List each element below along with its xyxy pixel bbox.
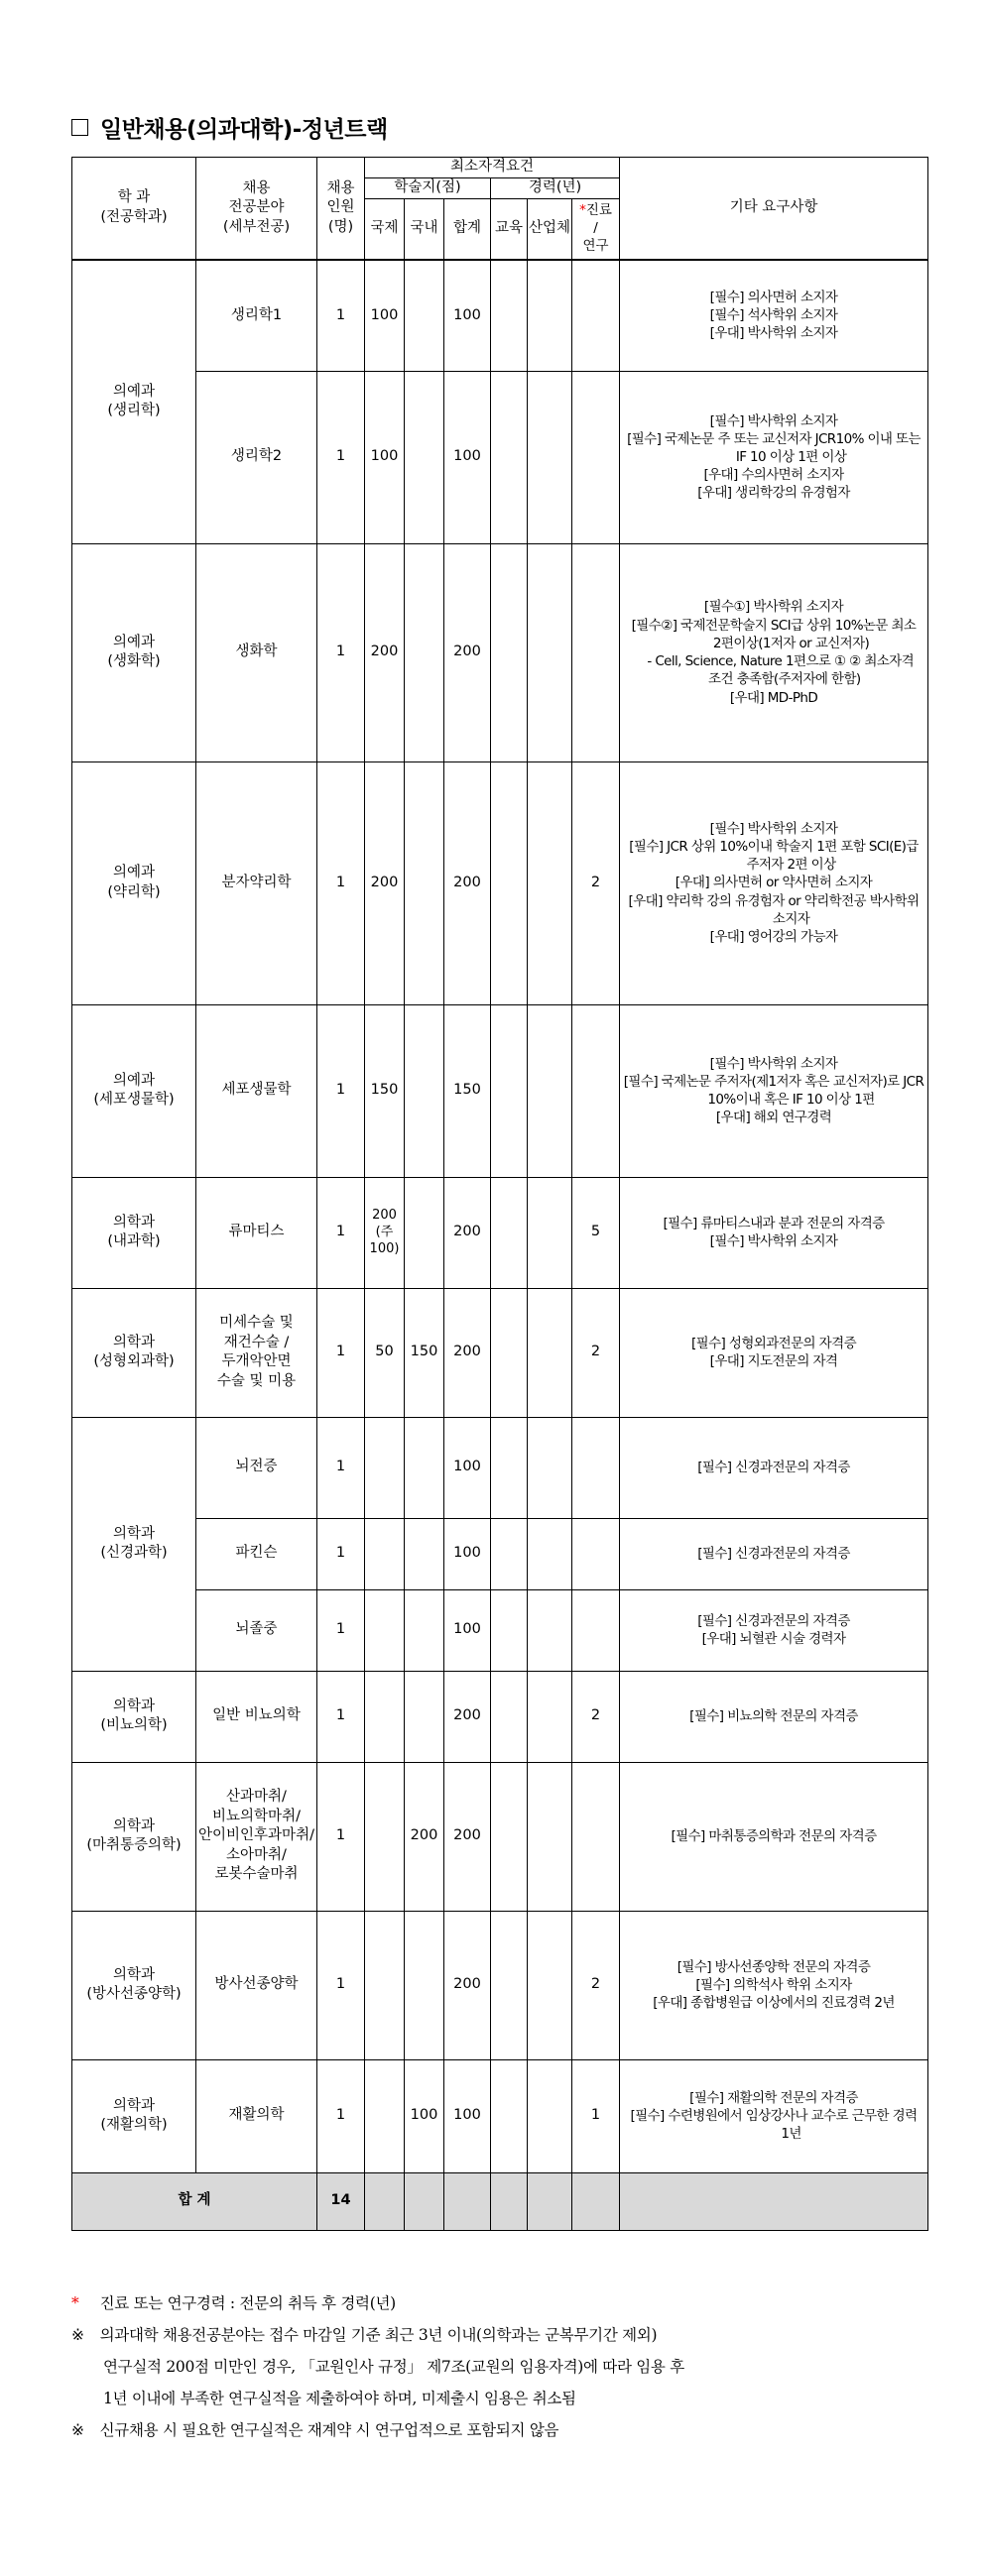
count-cell: 1 [317,1671,365,1762]
edu-cell [491,1911,528,2059]
dept-cell: 의예과 (약리학) [72,761,196,1004]
requirements-cell [620,2059,928,2172]
header-min-req: 최소자격요건 [365,158,620,178]
edu-cell [491,1288,528,1417]
note-line: ※ 의과대학 채용전공분야는 접수 마감일 기준 최근 3년 이내(의학과는 군복무기간 제외) [71,2326,658,2344]
total-empty-cell [365,2172,405,2230]
dom-cell [405,1671,444,1762]
intl-score-cell [365,1589,405,1671]
dom-cell [405,1589,444,1671]
requirement-line: [필수] 성형외과전문의 자격증 [691,1335,857,1351]
count-cell: 1 [317,1417,365,1518]
note-line: * 진료 또는 연구경력 : 전문의 취득 후 경력(년) [71,2294,396,2312]
requirement-line: [필수②] 국제전문학술지 SCI급 상위 10%논문 최소 2편이상(1저자 or 교신저자) [631,617,917,651]
edu-cell [491,1177,528,1288]
dom-cell: 150 [405,1288,444,1417]
requirement-line: [우대] 박사학위 소지자 [709,325,838,342]
clin-cell [572,543,620,761]
dept-cell: 의학과 (재활의학) [72,2059,196,2172]
requirement-line: [우대] 약리학 강의 유경험자 or 약리학전공 박사학위 소지자 [628,892,920,927]
requirements-cell [620,1288,928,1417]
clin-cell: 2 [572,761,620,1004]
requirements-cell [620,1004,928,1177]
requirement-line: [필수] 박사학위 소지자 [709,1055,838,1072]
intl-score-cell: 200 (주 100) [365,1177,405,1288]
count-cell: 1 [317,1589,365,1671]
count-cell: 1 [317,761,365,1004]
ind-cell [528,1671,572,1762]
requirements-cell [620,1177,928,1288]
sum-cell: 100 [444,1518,491,1589]
total-label: 합 계 [72,2172,317,2230]
clin-cell: 2 [572,1671,620,1762]
requirement-line: [필수] 의사면허 소지자 [709,289,838,305]
total-row [72,2172,928,2230]
requirement-line: [필수] JCR 상위 10%이내 학술지 1편 포함 SCI(E)급 주저자 2편 이상 [629,839,919,874]
dom-cell [405,543,444,761]
requirement-line: [필수] 신경과전문의 자격증 [697,1612,850,1629]
edu-cell [491,1589,528,1671]
total-empty-cell [528,2172,572,2230]
total-count: 14 [317,2172,365,2230]
table-row [72,761,928,1004]
sum-cell: 200 [444,1288,491,1417]
requirements-cell [620,1911,928,2059]
requirement-line: [필수] 국제논문 주 또는 교신저자 JCR10% 이내 또는 IF 10 이상 1편 이상 [627,430,921,465]
requirement-line: [필수] 신경과전문의 자격증 [697,1545,850,1562]
sum-cell: 200 [444,1177,491,1288]
requirement-line: [우대] 지도전문의 자격 [709,1353,838,1370]
table-row [72,1911,928,2059]
table-row [72,1518,928,1589]
count-cell: 1 [317,371,365,543]
requirement-line: [필수] 수련병원에서 임상강사나 교수로 근무한 경력 1년 [630,2107,918,2143]
dept-cell: 의예과 (생리학) [72,260,196,543]
intl-score-cell [365,1417,405,1518]
clin-cell: 1 [572,2059,620,2172]
sum-cell: 200 [444,1762,491,1911]
total-empty-cell [444,2172,491,2230]
edu-cell [491,1518,528,1589]
edu-cell [491,260,528,371]
field-cell: 생리학2 [196,371,317,543]
ind-cell [528,1004,572,1177]
ind-cell [528,1177,572,1288]
sum-cell: 150 [444,1004,491,1177]
requirement-line: [필수] 방사선종양학 전문의 자격증 [676,1958,871,1975]
clin-cell [572,1004,620,1177]
requirement-line: [필수] 박사학위 소지자 [709,820,838,837]
count-cell: 1 [317,1911,365,2059]
sum-cell: 100 [444,1417,491,1518]
clin-cell [572,1762,620,1911]
intl-score-cell [365,1518,405,1589]
intl-score-cell: 200 [365,543,405,761]
dom-cell [405,1911,444,2059]
note-line: 연구실적 200점 미만인 경우, 「교원인사 규정」 제7조(교원의 임용자격)에 따라 임용 후 [103,2358,684,2376]
field-cell: 세포생물학 [196,1004,317,1177]
dept-cell: 의예과 (생화학) [72,543,196,761]
checkbox-square-icon [71,119,88,136]
note-line: 1년 이내에 부족한 연구실적을 제출하여야 하며, 미제출시 임용은 취소됨 [103,2390,576,2407]
sum-cell: 100 [444,371,491,543]
section-title-text: 일반채용(의과대학)-정년트랙 [100,117,388,143]
field-cell: 분자약리학 [196,761,317,1004]
requirements-cell [620,543,928,761]
count-cell: 1 [317,543,365,761]
edu-cell [491,1762,528,1911]
clin-cell [572,1518,620,1589]
ind-cell [528,260,572,371]
table-row [72,1004,928,1177]
field-cell: 생화학 [196,543,317,761]
sum-cell: 100 [444,2059,491,2172]
requirement-line: [우대] 해외 연구경력 [715,1110,832,1126]
requirement-line: [우대] MD-PhD [729,689,818,706]
ind-cell [528,1417,572,1518]
dept-cell: 의학과 (마취통증의학) [72,1762,196,1911]
header-field: 채용 전공분야 (세부전공) [196,158,317,261]
table-row [72,1177,928,1288]
dept-cell: 의학과 (신경과학) [72,1417,196,1671]
intl-score-cell: 100 [365,371,405,543]
count-cell: 1 [317,260,365,371]
header-dept: 학 과 (전공학과) [72,158,196,261]
requirement-line: [우대] 수의사면허 소지자 [703,467,844,484]
dept-cell: 의학과 (비뇨의학) [72,1671,196,1762]
clin-cell: 5 [572,1177,620,1288]
table-row [72,1589,928,1671]
field-cell: 뇌전증 [196,1417,317,1518]
requirements-cell [620,761,928,1004]
sum-cell: 100 [444,1589,491,1671]
ind-cell [528,1518,572,1589]
dom-cell [405,260,444,371]
dept-cell: 의학과 (성형외과학) [72,1288,196,1417]
requirement-line: [우대] 뇌혈관 시술 경력자 [701,1631,846,1648]
sum-cell: 200 [444,1911,491,2059]
clin-cell: 2 [572,1911,620,2059]
intl-score-cell: 150 [365,1004,405,1177]
requirements-cell [620,371,928,543]
table-body [72,260,928,2230]
edu-cell [491,1417,528,1518]
requirement-line: [우대] 종합병원급 이상에서의 진료경력 2년 [653,1995,895,2012]
edu-cell [491,1004,528,1177]
dom-cell: 200 [405,1762,444,1911]
field-cell: 산과마취/ 비뇨의학마취/ 안이비인후과마취/ 소아마취/ 로봇수술마취 [196,1762,317,1911]
requirement-line: [필수①] 박사학위 소지자 [703,599,844,616]
requirement-line: [우대] 생리학강의 유경험자 [697,485,850,502]
ind-cell [528,371,572,543]
clin-cell [572,1417,620,1518]
requirement-line: [필수] 비뇨의학 전문의 자격증 [689,1707,858,1724]
intl-score-cell [365,1671,405,1762]
requirements-cell [620,260,928,371]
table-row [72,1288,928,1417]
dept-cell: 의학과 (내과학) [72,1177,196,1288]
header-domestic: 국내 [405,198,444,260]
table-row [72,1671,928,1762]
sum-cell: 100 [444,260,491,371]
dom-cell [405,1417,444,1518]
sum-cell: 200 [444,543,491,761]
requirement-line: [우대] 영어강의 가능자 [709,929,838,946]
note-line: ※ 신규채용 시 필요한 연구실적은 재계약 시 연구업적으로 포함되지 않음 [71,2421,559,2439]
edu-cell [491,2059,528,2172]
requirement-line: [필수] 의학석사 학위 소지자 [695,1976,852,1993]
table-header [72,158,928,261]
edu-cell [491,761,528,1004]
dom-cell [405,761,444,1004]
count-cell: 1 [317,1762,365,1911]
clin-cell: 2 [572,1288,620,1417]
requirements-cell [620,1589,928,1671]
requirements-cell [620,1671,928,1762]
table-row [72,371,928,543]
edu-cell [491,371,528,543]
dom-cell [405,1004,444,1177]
field-cell: 일반 비뇨의학 [196,1671,317,1762]
field-cell: 재활의학 [196,2059,317,2172]
intl-score-cell [365,1911,405,2059]
requirements-cell [620,1417,928,1518]
dept-cell: 의학과 (방사선종양학) [72,1911,196,2059]
section-title [71,111,388,144]
requirement-line: [필수] 박사학위 소지자 [709,412,838,429]
ind-cell [528,1288,572,1417]
count-cell: 1 [317,1518,365,1589]
clin-cell [572,1589,620,1671]
dept-cell: 의예과 (세포생물학) [72,1004,196,1177]
ind-cell [528,761,572,1004]
requirement-line: [필수] 류마티스내과 분과 전문의 자격증 [663,1215,885,1231]
field-cell: 류마티스 [196,1177,317,1288]
requirement-line: - Cell, Science, Nature 1편으로 ① ② 최소자격 조건 충족함(주저자에 한함) [647,653,915,688]
header-academic: 학술지(점) [365,178,491,199]
field-cell: 파킨슨 [196,1518,317,1589]
notes [71,2287,924,2446]
requirement-line: [필수] 재활의학 전문의 자격증 [689,2089,858,2106]
header-career: 경력(년) [491,178,620,199]
header-other: 기타 요구사항 [620,158,928,261]
header-industry: 산업체 [528,198,572,260]
ind-cell [528,2059,572,2172]
total-empty-cell [405,2172,444,2230]
table-row [72,543,928,761]
clin-cell [572,371,620,543]
table-row [72,2059,928,2172]
header-edu: 교육 [491,198,528,260]
total-empty-cell [491,2172,528,2230]
requirement-line: [필수] 마취통증의학과 전문의 자격증 [671,1827,877,1844]
clin-cell [572,260,620,371]
count-cell: 1 [317,1288,365,1417]
field-cell: 생리학1 [196,260,317,371]
requirement-line: [필수] 신경과전문의 자격증 [697,1459,850,1475]
intl-score-cell: 50 [365,1288,405,1417]
dom-cell: 100 [405,2059,444,2172]
ind-cell [528,1762,572,1911]
ind-cell [528,1589,572,1671]
count-cell: 1 [317,2059,365,2172]
intl-score-cell: 100 [365,260,405,371]
requirement-line: [필수] 석사학위 소지자 [709,307,838,324]
table-row [72,260,928,371]
header-sum: 합계 [444,198,491,260]
total-empty-cell [572,2172,620,2230]
requirements-cell [620,1518,928,1589]
edu-cell [491,543,528,761]
recruitment-table [71,157,928,2231]
dom-cell [405,1518,444,1589]
ind-cell [528,543,572,761]
table-row [72,1417,928,1518]
requirement-line: [필수] 박사학위 소지자 [709,1233,838,1250]
intl-score-cell [365,1762,405,1911]
field-cell: 뇌졸중 [196,1589,317,1671]
requirement-line: [필수] 국제논문 주저자(제1저자 혹은 교신저자)로 JCR 10%이내 혹은 IF 10 이상 1편 [623,1073,924,1109]
dom-cell [405,371,444,543]
total-empty-cell [620,2172,928,2230]
ind-cell [528,1911,572,2059]
count-cell: 1 [317,1177,365,1288]
table-row [72,1762,928,1911]
header-clinic: *진료 / 연구 [572,198,620,260]
requirements-cell [620,1762,928,1911]
sum-cell: 200 [444,761,491,1004]
sum-cell: 200 [444,1671,491,1762]
intl-score-cell [365,2059,405,2172]
dom-cell [405,1177,444,1288]
requirement-line: [우대] 의사면허 or 약사면허 소지자 [675,875,873,891]
header-count: 채용 인원 (명) [317,158,365,261]
field-cell: 미세수술 및 재건수술 / 두개악안면 수술 및 미용 [196,1288,317,1417]
intl-score-cell: 200 [365,761,405,1004]
header-intl: 국제 [365,198,405,260]
field-cell: 방사선종양학 [196,1911,317,2059]
edu-cell [491,1671,528,1762]
count-cell: 1 [317,1004,365,1177]
